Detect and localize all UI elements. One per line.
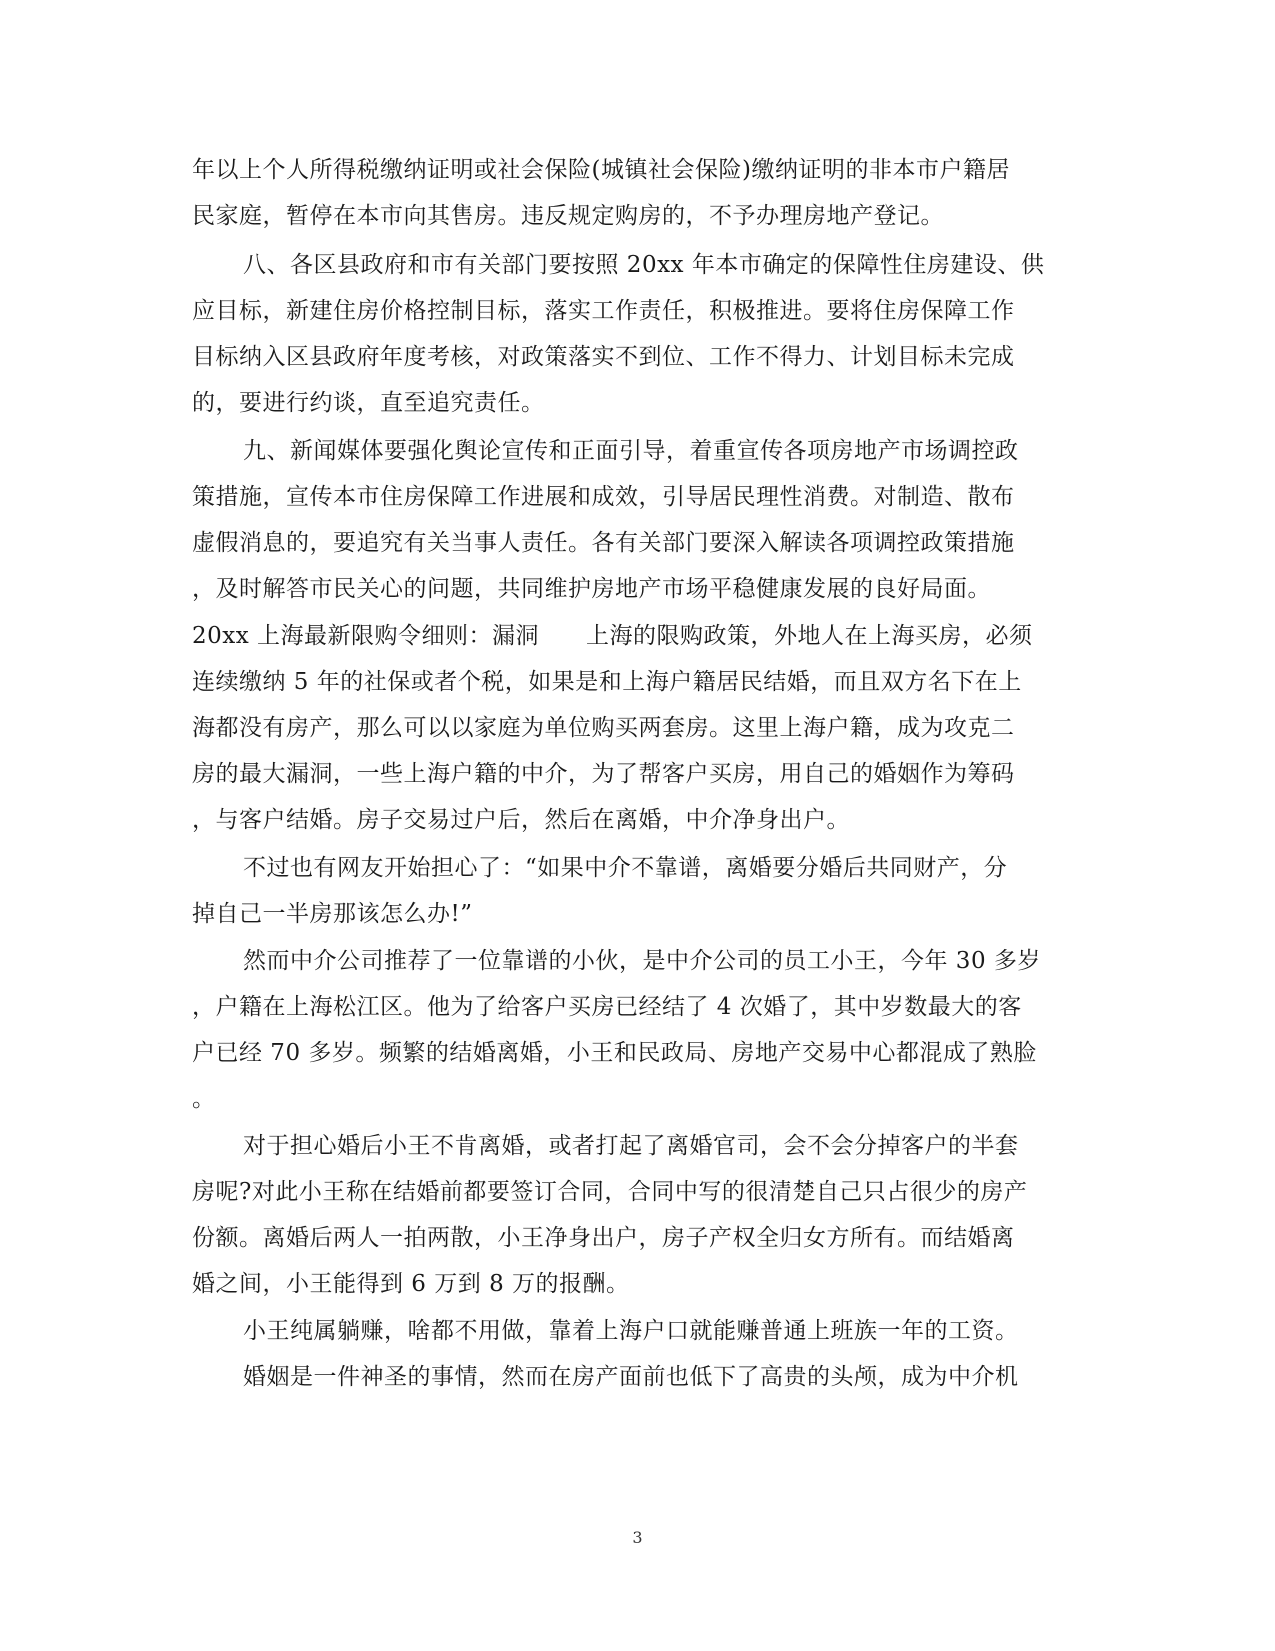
text-line: 婚之间，小王能得到 6 万到 8 万的报酬。 — [192, 1271, 630, 1297]
text-line: 房呢?对此小王称在结婚前都要签订合同，合同中写的很清楚自己只占很少的房产 — [192, 1179, 1028, 1205]
text-line: 策措施，宣传本市住房保障工作进展和成效，引导居民理性消费。对制造、散布 — [192, 484, 1015, 510]
text-line: 民家庭，暂停在本市向其售房。违反规定购房的，不予办理房地产登记。 — [192, 203, 944, 229]
text-line: 份额。离婚后两人一拍两散，小王净身出户，房子产权全归女方所有。而结婚离 — [192, 1225, 1015, 1251]
text-line: 对于担心婚后小王不肯离婚，或者打起了离婚官司，会不会分掉客户的半套 — [243, 1133, 1019, 1159]
text-line: 年以上个人所得税缴纳证明或社会保险(城镇社会保险)缴纳证明的非本市户籍居 — [192, 157, 1010, 183]
text-line: 八、各区县政府和市有关部门要按照 20xx 年本市确定的保障性住房建设、供 — [243, 252, 1045, 278]
text-line: ，与客户结婚。房子交易过户后，然后在离婚，中介净身出户。 — [192, 807, 850, 833]
text-line: 掉自己一半房那该怎么办!” — [192, 901, 473, 927]
text-line: 户已经 70 多岁。频繁的结婚离婚，小王和民政局、房地产交易中心都混成了熟脸 — [192, 1040, 1037, 1066]
text-line: 。 — [192, 1086, 216, 1112]
text-line: 目标纳入区县政府年度考核，对政策落实不到位、工作不得力、计划目标未完成 — [192, 344, 1015, 370]
text-line: 连续缴纳 5 年的社保或者个税，如果是和上海户籍居民结婚，而且双方名下在上 — [192, 669, 1022, 695]
text-line: ，及时解答市民关心的问题，共同维护房地产市场平稳健康发展的良好局面。 — [192, 576, 991, 602]
text-line: 海都没有房产，那么可以以家庭为单位购买两套房。这里上海户籍，成为攻克二 — [192, 715, 1015, 741]
text-line: 然而中介公司推荐了一位靠谱的小伙，是中介公司的员工小王，今年 30 多岁 — [243, 948, 1041, 974]
text-line: 小王纯属躺赚，啥都不用做，靠着上海户口就能赚普通上班族一年的工资。 — [243, 1318, 1019, 1344]
text-line: 不过也有网友开始担心了：“如果中介不靠谱，离婚要分婚后共同财产，分 — [243, 855, 1008, 881]
text-line: 房的最大漏洞，一些上海户籍的中介，为了帮客户买房，用自己的婚姻作为筹码 — [192, 761, 1015, 787]
text-line: 的，要进行约谈，直至追究责任。 — [192, 390, 545, 416]
text-line: 虚假消息的，要追究有关当事人责任。各有关部门要深入解读各项调控政策措施 — [192, 530, 1015, 556]
text-line: 20xx 上海最新限购令细则：漏洞 上海的限购政策，外地人在上海买房，必须 — [192, 623, 1033, 649]
text-line: 应目标，新建住房价格控制目标，落实工作责任，积极推进。要将住房保障工作 — [192, 298, 1015, 324]
text-line: 婚姻是一件神圣的事情，然而在房产面前也低下了高贵的头颅，成为中介机 — [243, 1364, 1019, 1390]
text-line: ，户籍在上海松江区。他为了给客户买房已经结了 4 次婚了，其中岁数最大的客 — [192, 994, 1022, 1020]
page-number: 3 — [632, 1528, 643, 1547]
text-line: 九、新闻媒体要强化舆论宣传和正面引导，着重宣传各项房地产市场调控政 — [243, 438, 1019, 464]
